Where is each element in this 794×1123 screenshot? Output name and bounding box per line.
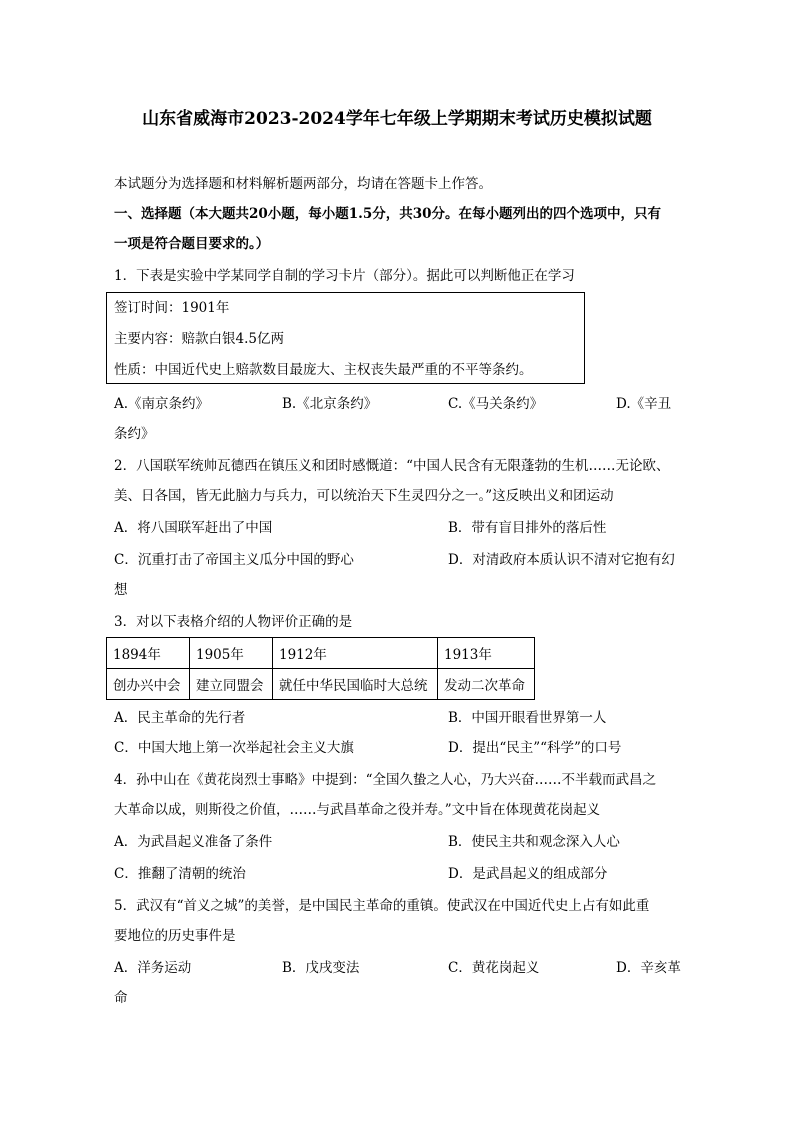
q5-option-a[interactable]: A．洋务运动 [114, 960, 192, 976]
q4-stem-line2: 大革命以成，则斯役之价值，……与武昌革命之役并寿。”文中旨在体现黄花岗起义 [114, 802, 601, 818]
q1-option-a[interactable]: A.《南京条约》 [114, 396, 210, 412]
table-row [107, 638, 535, 669]
q3-stem: 3．对以下表格介绍的人物评价正确的是 [114, 614, 353, 630]
q1-study-card [106, 292, 585, 384]
table-cell-event: 发动二次革命 [438, 669, 535, 700]
q3-option-c[interactable]: C．中国大地上第一次举起社会主义大旗 [114, 740, 354, 756]
q2-option-a[interactable]: A．将八国联军赶出了中国 [114, 520, 273, 536]
section-heading-line2: 一项是符合题目要求的。） [114, 236, 270, 252]
q4-stem-line1: 4．孙中山在《黄花岗烈士事略》中提到：“全国久蛰之人心，乃大兴奋……不半载而武昌之 [114, 772, 656, 788]
table-cell-event: 就任中华民国临时大总统 [273, 669, 438, 700]
q5-option-d-wrap: 命 [114, 990, 128, 1006]
table-cell-year: 1912年 [273, 638, 438, 669]
intro-text: 本试题分为选择题和材料解析题两部分，均请在答题卡上作答。 [114, 176, 492, 192]
q3-option-b[interactable]: B．中国开眼看世界第一人 [448, 710, 607, 726]
q1-option-d-wrap: 条约》 [114, 426, 155, 442]
q4-option-c[interactable]: C．推翻了清朝的统治 [114, 866, 246, 882]
q2-option-d[interactable]: D．对清政府本质认识不清对它抱有幻 [448, 552, 675, 568]
q2-stem-line1: 2．八国联军统帅瓦德西在镇压义和团时感慨道：“中国人民含有无限蓬勃的生机……无论欧、 [114, 458, 670, 474]
q5-stem-line2: 要地位的历史事件是 [114, 928, 236, 944]
q3-timeline-table [106, 637, 535, 700]
q1-card-row: 性质：中国近代史上赔款数目最庞大、主权丧失最严重的不平等条约。 [114, 362, 533, 378]
q1-option-d[interactable]: D.《辛丑 [616, 396, 672, 412]
q2-option-b[interactable]: B．带有盲目排外的落后性 [448, 520, 607, 536]
q1-card-row: 主要内容：赔款白银4.5亿两 [114, 331, 284, 347]
table-row [107, 669, 535, 700]
q1-stem: 1．下表是实验中学某同学自制的学习卡片（部分）。据此可以判断他正在学习 [114, 268, 575, 284]
q5-option-d[interactable]: D．辛亥革 [616, 960, 681, 976]
page-title: 山东省威海市2023-2024学年七年级上学期期末考试历史模拟试题 [142, 109, 652, 129]
q5-option-c[interactable]: C．黄花岗起义 [448, 960, 540, 976]
q4-option-a[interactable]: A．为武昌起义准备了条件 [114, 834, 273, 850]
q2-stem-line2: 美、日各国，皆无此脑力与兵力，可以统治天下生灵四分之一。”这反映出义和团运动 [114, 488, 614, 504]
table-cell-year: 1894年 [107, 638, 190, 669]
table-cell-year: 1905年 [190, 638, 273, 669]
q4-option-d[interactable]: D．是武昌起义的组成部分 [448, 866, 608, 882]
table-cell-year: 1913年 [438, 638, 535, 669]
table-cell-event: 建立同盟会 [190, 669, 273, 700]
q1-card-row: 签订时间：1901年 [114, 300, 230, 316]
q5-option-b[interactable]: B．戊戌变法 [282, 960, 360, 976]
q2-option-d-wrap: 想 [114, 582, 128, 598]
q1-option-c[interactable]: C.《马关条约》 [448, 396, 544, 412]
q4-option-b[interactable]: B．使民主共和观念深入人心 [448, 834, 620, 850]
q3-option-d[interactable]: D．提出“民主”“科学”的口号 [448, 740, 622, 756]
q5-stem-line1: 5．武汉有“首义之城”的美誉，是中国民主革命的重镇。使武汉在中国近代史上占有如此重 [114, 898, 650, 914]
q3-option-a[interactable]: A．民主革命的先行者 [114, 710, 246, 726]
q1-option-b[interactable]: B.《北京条约》 [282, 396, 378, 412]
table-cell-event: 创办兴中会 [107, 669, 190, 700]
q2-option-c[interactable]: C．沉重打击了帝国主义瓜分中国的野心 [114, 552, 354, 568]
section-heading-line1: 一、选择题（本大题共20小题，每小题1.5分，共30分。在每小题列出的四个选项中，只有 [114, 206, 662, 222]
